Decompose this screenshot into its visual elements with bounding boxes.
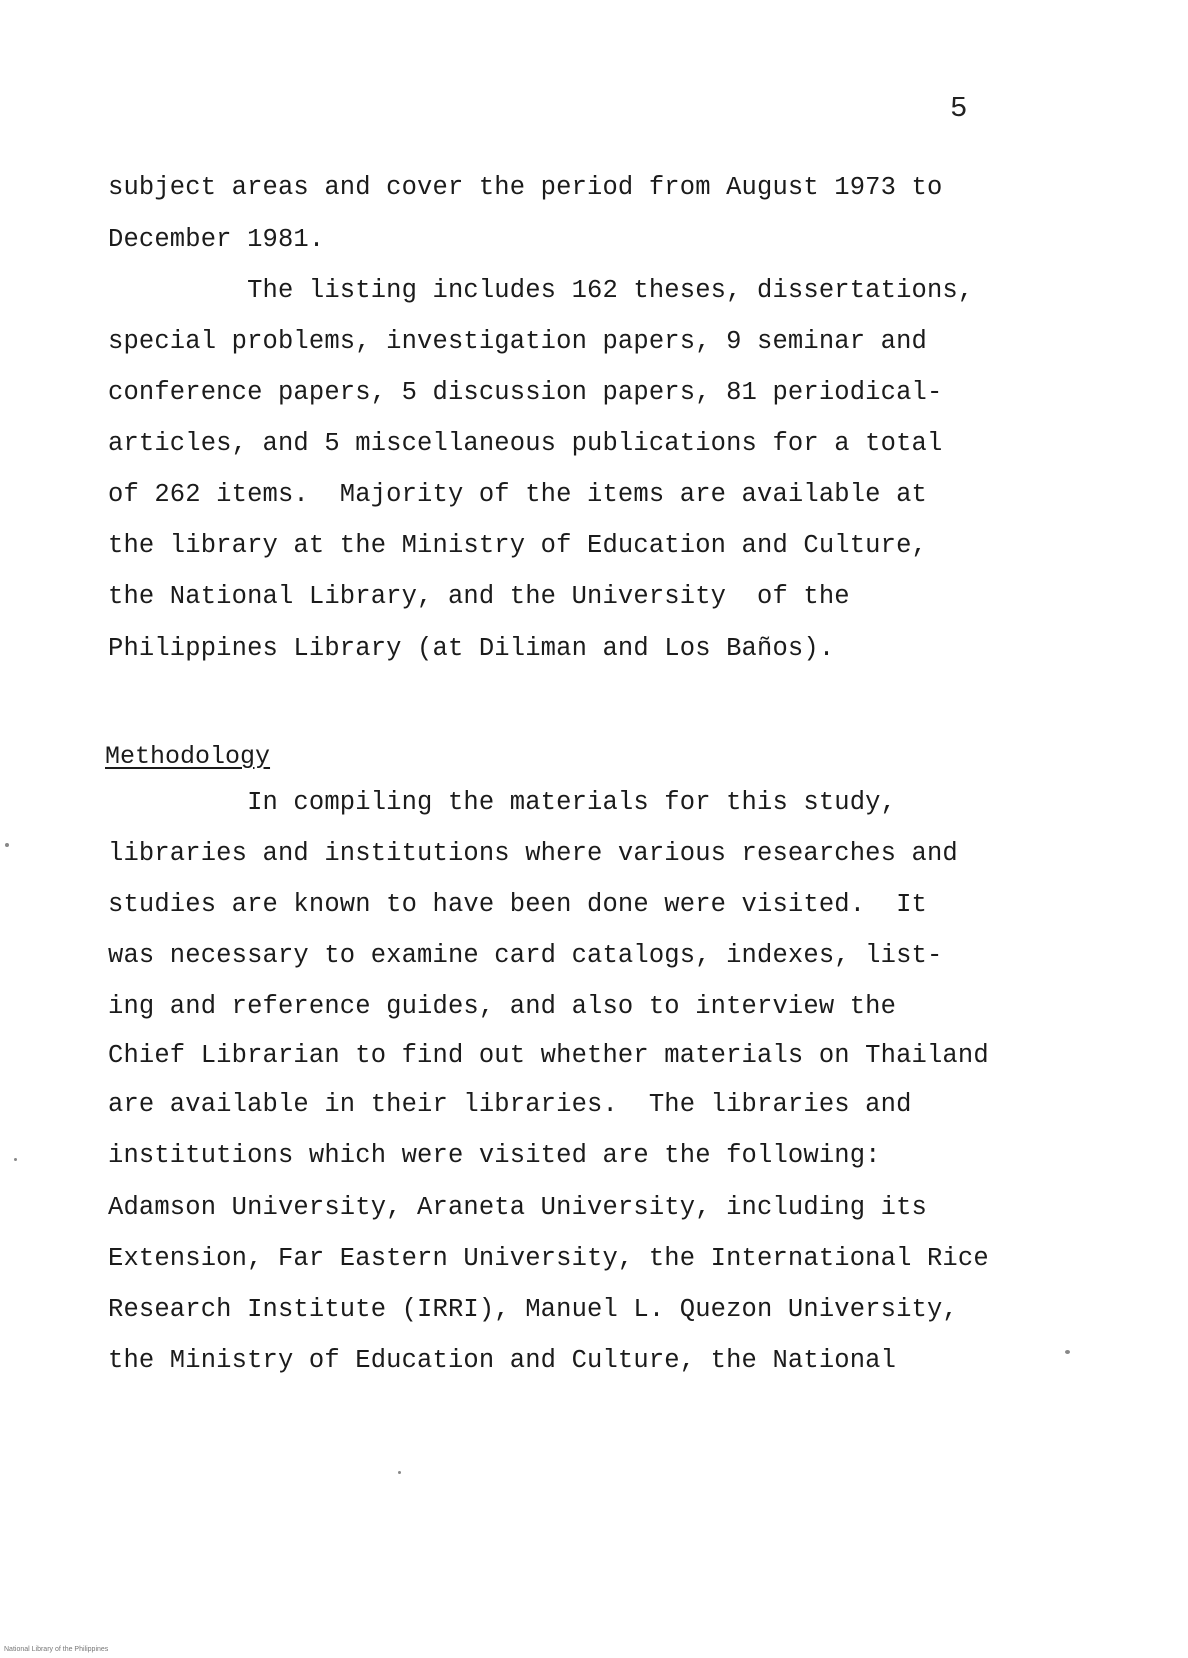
section-heading-methodology: Methodology — [105, 742, 271, 771]
paragraph-3-line: are available in their libraries. The libraries and — [108, 1090, 912, 1119]
paragraph-2-line: Philippines Library (at Diliman and Los Baños). — [108, 634, 835, 663]
paragraph-2-line: the library at the Ministry of Education and Culture, — [108, 531, 927, 560]
paragraph-3-line: the Ministry of Education and Culture, the National — [108, 1346, 897, 1375]
paragraph-3-line: libraries and institutions where various researches and — [108, 839, 958, 868]
paragraph-3-line: Chief Librarian to find out whether materials on Thailand — [108, 1041, 989, 1070]
paragraph-3-line: In compiling the materials for this study, — [108, 788, 897, 817]
scan-speck — [5, 843, 9, 847]
paragraph-3-line: Adamson University, Araneta University, including its — [108, 1193, 927, 1222]
paragraph-3-line: studies are known to have been done were visited. It — [108, 890, 927, 919]
paragraph-3-line: was necessary to examine card catalogs, indexes, list- — [108, 941, 943, 970]
paragraph-2-line: The listing includes 162 theses, dissertations, — [108, 276, 974, 305]
paragraph-2-line: of 262 items. Majority of the items are available at — [108, 480, 927, 509]
page-number: 5 — [950, 92, 968, 125]
paragraph-2-line: articles, and 5 miscellaneous publications for a total — [108, 429, 943, 458]
scan-speck — [14, 1158, 17, 1161]
scan-speck — [398, 1471, 401, 1474]
paragraph-3-line: institutions which were visited are the following: — [108, 1141, 881, 1170]
paragraph-3-line: ing and reference guides, and also to interview the — [108, 992, 897, 1021]
paragraph-1-line: subject areas and cover the period from August 1973 to — [108, 173, 943, 202]
paragraph-1-line: December 1981. — [108, 225, 325, 254]
paragraph-2-line: special problems, investigation papers, 9 seminar and — [108, 327, 927, 356]
paragraph-2-line: conference papers, 5 discussion papers, 81 periodical- — [108, 378, 943, 407]
scan-footer: National Library of the Philippines — [4, 1646, 109, 1653]
paragraph-3-line: Extension, Far Eastern University, the International Rice — [108, 1244, 989, 1273]
paragraph-2-line: the National Library, and the University of the — [108, 582, 850, 611]
scan-speck — [1065, 1350, 1070, 1354]
paragraph-3-line: Research Institute (IRRI), Manuel L. Quezon University, — [108, 1295, 958, 1324]
